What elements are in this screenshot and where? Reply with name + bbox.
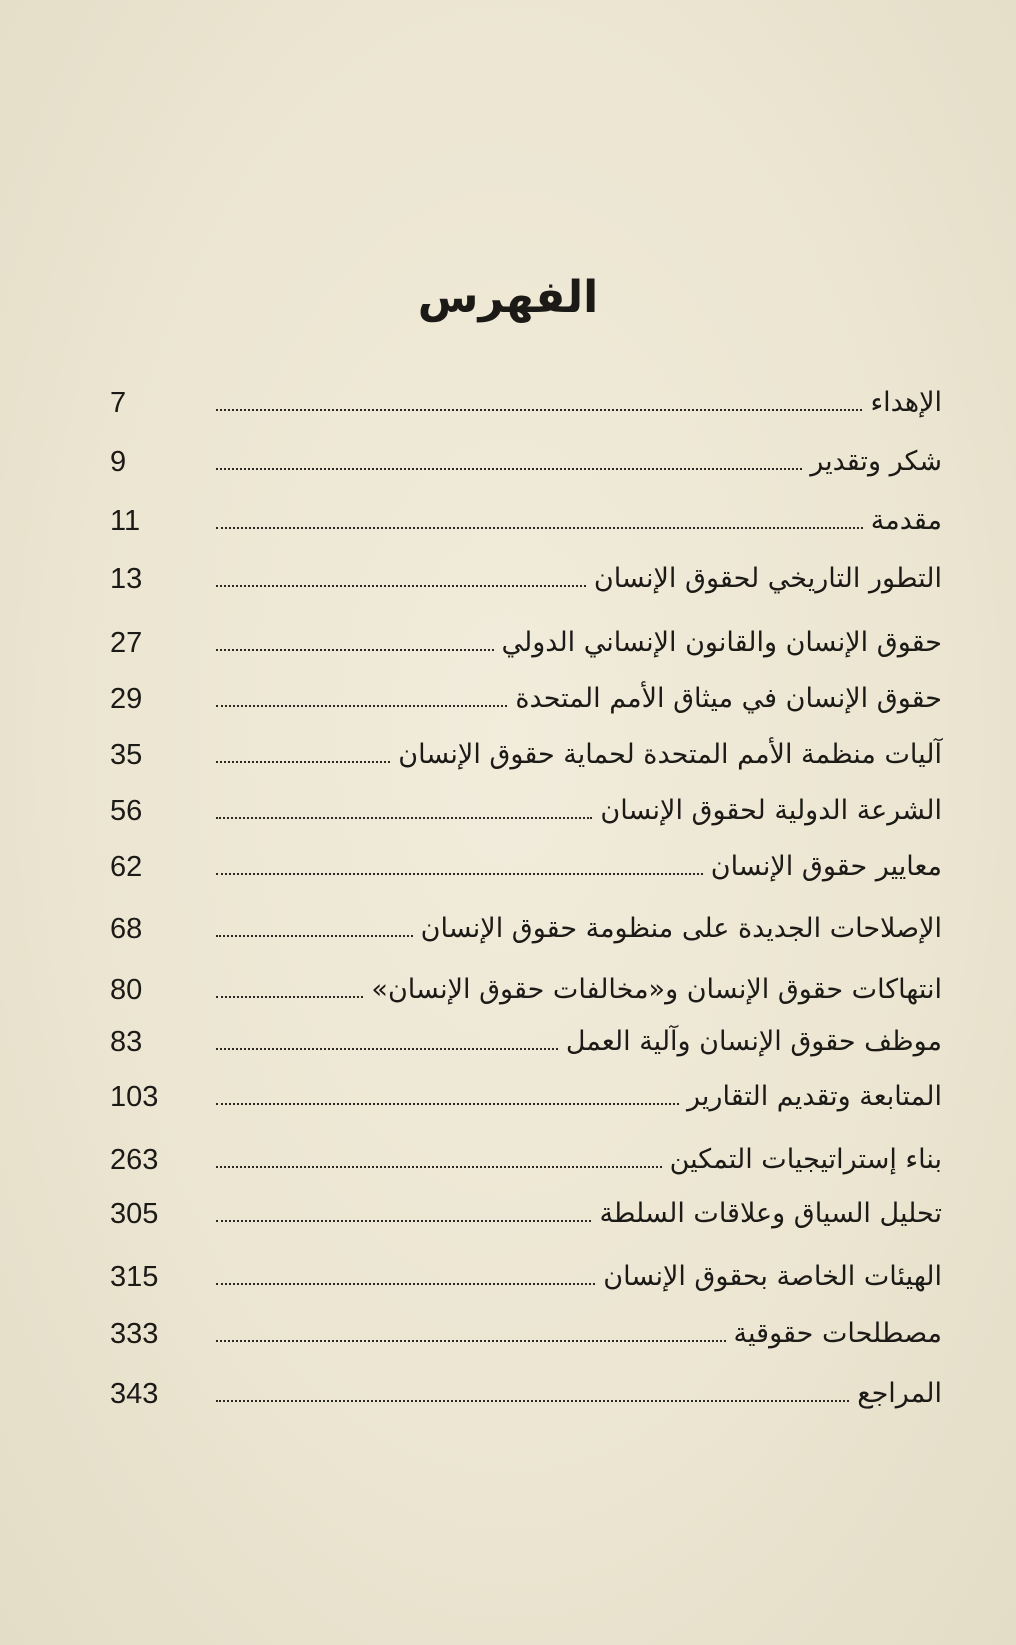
dot-leader — [216, 585, 586, 587]
toc-page-number: 263 — [110, 1144, 159, 1176]
toc-entry — [110, 675, 942, 723]
dot-leader — [216, 649, 494, 651]
toc-entry-title: الهيئات الخاصة بحقوق الإنسان — [603, 1261, 942, 1292]
toc-entry-title: حقوق الإنسان في ميثاق الأمم المتحدة — [515, 683, 942, 714]
toc-entry — [110, 1018, 942, 1066]
dot-leader — [216, 1166, 662, 1168]
toc-page-number: 333 — [110, 1318, 159, 1350]
toc-entry — [110, 905, 942, 953]
toc-entry — [110, 555, 942, 603]
dot-leader — [216, 873, 703, 875]
toc-entry-title: الإصلاحات الجديدة على منظومة حقوق الإنسان — [420, 913, 942, 944]
toc-entry — [110, 497, 942, 545]
toc-entry-title: بناء إستراتيجيات التمكين — [669, 1144, 942, 1175]
dot-leader — [216, 1220, 591, 1222]
toc-page-number: 29 — [110, 683, 143, 715]
toc-entry — [110, 1253, 942, 1301]
toc-entry — [110, 731, 942, 779]
toc-entry-title: مصطلحات حقوقية — [733, 1318, 942, 1349]
dot-leader — [216, 935, 413, 937]
toc-entry — [110, 438, 942, 486]
toc-entry — [110, 1136, 942, 1184]
toc-entry — [110, 787, 942, 835]
dot-leader — [216, 527, 863, 529]
dot-leader — [216, 761, 390, 763]
toc-page-number: 56 — [110, 795, 143, 827]
toc-entry — [110, 966, 942, 1014]
toc-entry-title: تحليل السياق وعلاقات السلطة — [599, 1198, 942, 1229]
toc-entry-title: التطور التاريخي لحقوق الإنسان — [593, 563, 942, 594]
dot-leader — [216, 468, 802, 470]
toc-entry-title: الشرعة الدولية لحقوق الإنسان — [600, 795, 942, 826]
toc-entry — [110, 379, 942, 427]
toc-page-number: 68 — [110, 913, 143, 945]
toc-page-number: 35 — [110, 739, 143, 771]
toc-entry-title: معايير حقوق الإنسان — [710, 851, 942, 882]
toc-page-number: 11 — [110, 505, 141, 537]
toc-entry-title: مقدمة — [870, 505, 942, 536]
toc-page-number: 305 — [110, 1198, 159, 1230]
toc-entry — [110, 619, 942, 667]
toc-entry — [110, 843, 942, 891]
page-title: الفهرس — [417, 272, 599, 323]
toc-page-number: 83 — [110, 1026, 143, 1058]
toc-entry — [110, 1190, 942, 1238]
toc-page-number: 315 — [110, 1261, 159, 1293]
table-of-contents — [110, 0, 942, 1645]
dot-leader — [216, 1103, 679, 1105]
toc-entry-title: شكر وتقدير — [810, 446, 942, 477]
dot-leader — [216, 1048, 558, 1050]
toc-entry-title: انتهاكات حقوق الإنسان و«مخالفات حقوق الإنسان» — [371, 974, 942, 1005]
toc-page-number: 343 — [110, 1378, 159, 1410]
toc-entry-title: حقوق الإنسان والقانون الإنساني الدولي — [501, 627, 942, 658]
toc-entry — [110, 1310, 942, 1358]
dot-leader — [216, 1400, 849, 1402]
toc-page-number: 62 — [110, 851, 143, 883]
dot-leader — [216, 1340, 726, 1342]
toc-entry — [110, 1073, 942, 1121]
toc-page-number: 103 — [110, 1081, 159, 1113]
dot-leader — [216, 1283, 595, 1285]
toc-entry-title: آليات منظمة الأمم المتحدة لحماية حقوق الإنسان — [398, 739, 942, 770]
toc-entry-title: المتابعة وتقديم التقارير — [687, 1081, 942, 1112]
toc-page-number: 27 — [110, 627, 143, 659]
dot-leader — [216, 817, 592, 819]
dot-leader — [216, 409, 862, 411]
toc-entry — [110, 1370, 942, 1418]
dot-leader — [216, 705, 507, 707]
toc-page-number: 9 — [110, 446, 127, 478]
toc-page-number: 7 — [110, 387, 127, 419]
toc-entry-title: الإهداء — [870, 387, 942, 418]
toc-page-number: 13 — [110, 563, 143, 595]
dot-leader — [216, 996, 363, 998]
toc-page-number: 80 — [110, 974, 143, 1006]
toc-entry-title: المراجع — [857, 1378, 942, 1409]
toc-entry-title: موظف حقوق الإنسان وآلية العمل — [565, 1026, 942, 1057]
